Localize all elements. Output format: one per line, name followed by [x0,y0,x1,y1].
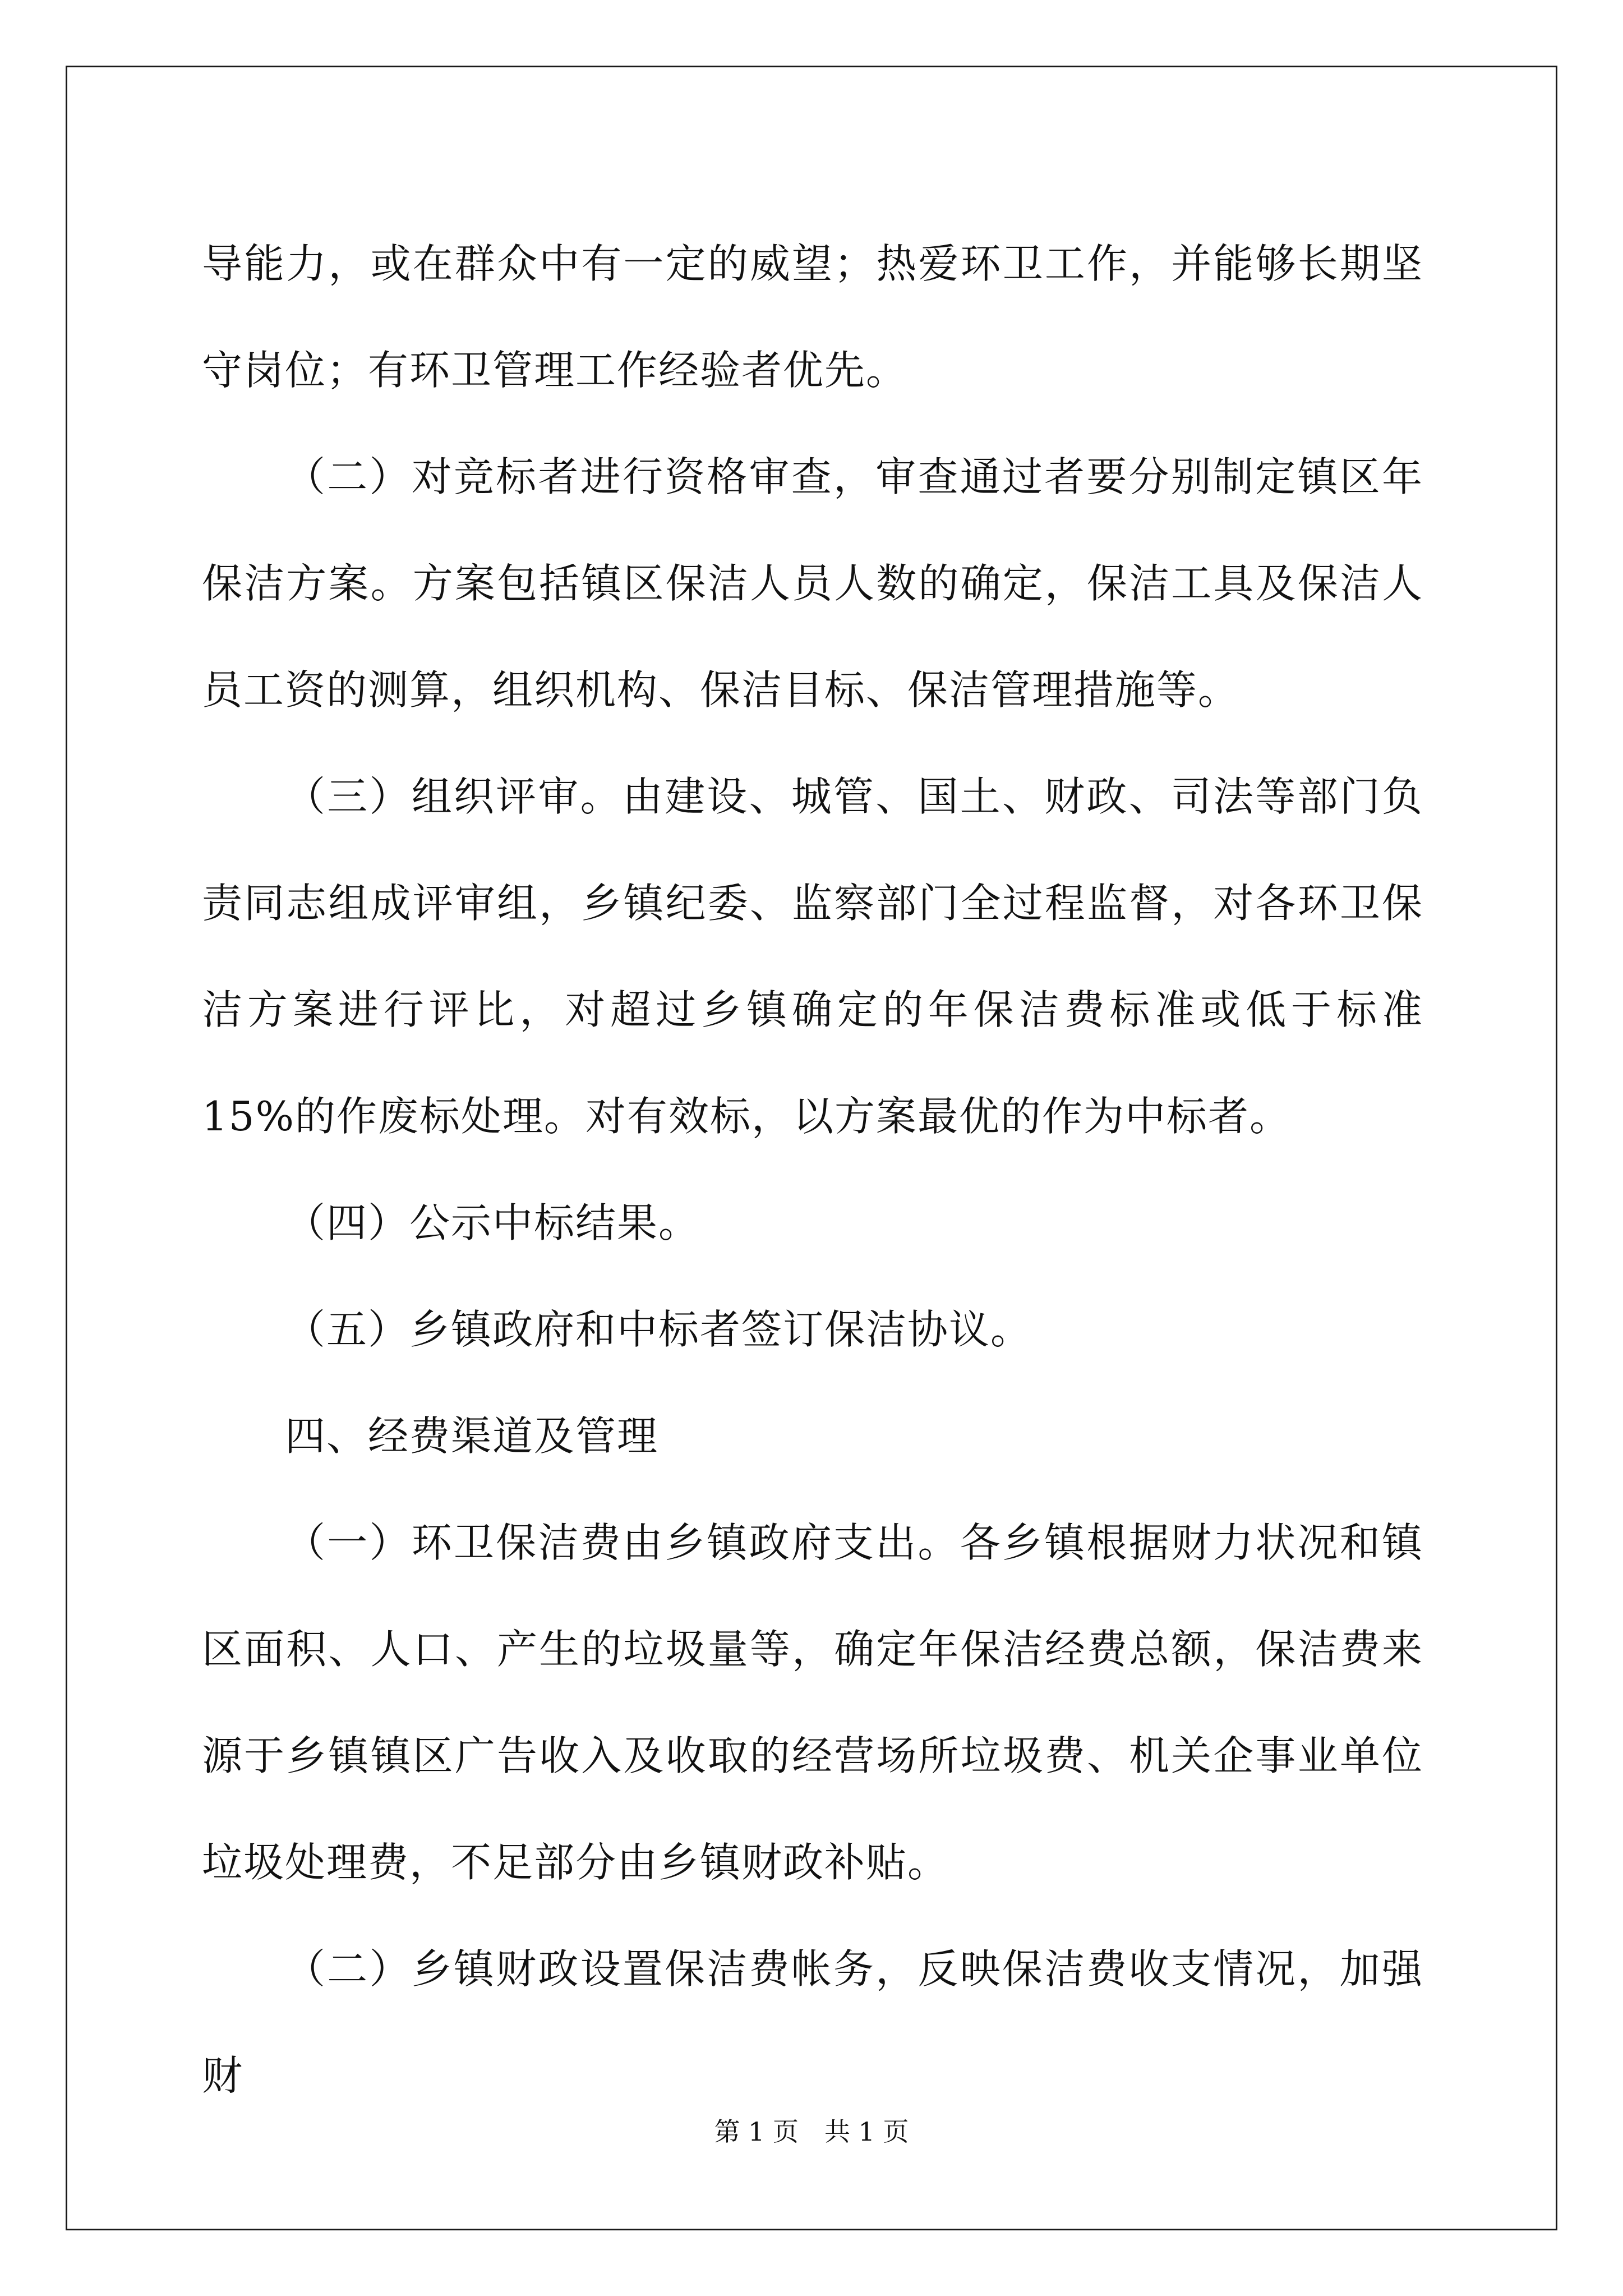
paragraph-sign-agreement: （五）乡镇政府和中标者签订保洁协议。 [285,1306,1032,1353]
document-body [202,210,1423,2129]
section-heading-funding: 四、经费渠道及管理 [285,1412,659,1460]
paragraph-evaluation: （三）组织评审。由建设、城管、国土、财政、司法等部门负责同志组成评审组，乡镇纪委、监察部门全过程监督，对各环卫保洁方案进行评比，对超过乡镇确定的年保洁费标准或低于标准 15%的作废标处理。对有效标，以方案最优的作为中标者。 [202,773,1423,1140]
paragraph-continuation: 导能力，或在群众中有一定的威望；热爱环卫工作，并能够长期坚守岗位；有环卫管理工作经验者优先。 [202,240,1423,394]
paragraph-publicize-result: （四）公示中标结果。 [285,1199,700,1246]
paragraph-funding-source: （一）环卫保洁费由乡镇政府支出。各乡镇根据财力状况和镇区面积、人口、产生的垃圾量等，确定年保洁经费总额，保洁费来源于乡镇镇区广告收入及收取的经营场所垃圾费、机关企事业单位垃圾处理费，不足部分由乡镇财政补贴。 [202,1519,1423,1886]
page-footer: 第 1 页 共 1 页 [714,2116,909,2147]
paragraph-qualification-review: （二）对竞标者进行资格审查，审查通过者要分别制定镇区年保洁方案。方案包括镇区保洁人员人数的确定，保洁工具及保洁人员工资的测算，组织机构、保洁目标、保洁管理措施等。 [202,453,1423,714]
paragraph-financial-accounts: （二）乡镇财政设置保洁费帐务，反映保洁费收支情况，加强财 [202,1945,1423,2099]
